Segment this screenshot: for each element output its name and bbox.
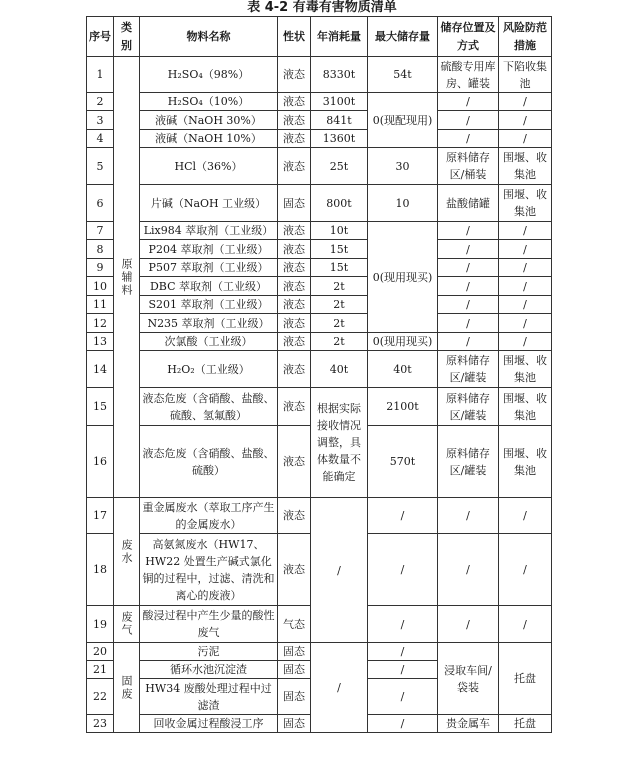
header-usage: 年消耗量	[311, 17, 368, 57]
cell-state: 固态	[278, 679, 311, 715]
cell-state: 液态	[278, 57, 311, 93]
header-no: 序号	[87, 17, 114, 57]
cell-name: Lix984 萃取剂（工业级）	[140, 222, 278, 240]
cell-state: 液态	[278, 222, 311, 240]
cell-state: 固态	[278, 643, 311, 661]
table-row	[87, 259, 552, 277]
table-row	[87, 148, 552, 185]
cell-state: 液态	[278, 259, 311, 277]
cell-state: 固态	[278, 661, 311, 679]
cell-no: 11	[87, 296, 114, 314]
table-row	[87, 296, 552, 314]
header-state: 性状	[278, 17, 311, 57]
cell-no: 22	[87, 679, 114, 715]
cell-risk: 托盘	[499, 715, 552, 733]
cell-state: 液态	[278, 534, 311, 606]
cell-usage: 40t	[311, 351, 368, 388]
cell-usage: 15t	[311, 259, 368, 277]
cell-no: 14	[87, 351, 114, 388]
cell-storage: 盐酸储罐	[438, 185, 499, 222]
cell-state: 液态	[278, 277, 311, 296]
cell-name: 液碱（NaOH 30%）	[140, 111, 278, 130]
cell-state: 液态	[278, 388, 311, 426]
cell-storage: /	[438, 534, 499, 606]
cell-no: 15	[87, 388, 114, 426]
cell-name: HCl（36%）	[140, 148, 278, 185]
header-max-storage: 最大储存量	[368, 17, 438, 57]
table-row	[87, 185, 552, 222]
cell-storage: 原料储存区/罐装	[438, 388, 499, 426]
cell-max: /	[368, 661, 438, 679]
cell-storage: /	[438, 259, 499, 277]
cell-state: 液态	[278, 93, 311, 111]
hazardous-substances-table	[86, 16, 552, 733]
cell-risk: /	[499, 498, 552, 534]
cell-no: 5	[87, 148, 114, 185]
cell-max: 10	[368, 185, 438, 222]
cell-max: 0(现用现买)	[368, 333, 438, 351]
cell-no: 13	[87, 333, 114, 351]
cell-name: 循环水池沉淀渣	[140, 661, 278, 679]
cell-risk: /	[499, 606, 552, 643]
cell-max: /	[368, 534, 438, 606]
cell-name: H₂SO₄（10%）	[140, 93, 278, 111]
cell-risk: /	[499, 111, 552, 130]
cell-no: 6	[87, 185, 114, 222]
cell-storage: 硫酸专用库房、罐装	[438, 57, 499, 93]
cell-max: /	[368, 679, 438, 715]
cell-storage: 贵金属车	[438, 715, 499, 733]
cell-no: 19	[87, 606, 114, 643]
cell-risk: /	[499, 240, 552, 259]
cell-storage: /	[438, 277, 499, 296]
cell-max: 0(现用现买)	[368, 222, 438, 333]
cell-risk: /	[499, 93, 552, 111]
cell-storage: /	[438, 222, 499, 240]
cell-risk: /	[499, 277, 552, 296]
cell-name: 片碱（NaOH 工业级）	[140, 185, 278, 222]
cell-risk: /	[499, 130, 552, 148]
cell-usage: 2t	[311, 277, 368, 296]
cell-state: 液态	[278, 111, 311, 130]
cell-name: 重金属废水（萃取工序产生的金属废水）	[140, 498, 278, 534]
cell-no: 8	[87, 240, 114, 259]
cell-state: 固态	[278, 185, 311, 222]
cell-name: 酸浸过程中产生少量的酸性废气	[140, 606, 278, 643]
cell-usage: 2t	[311, 333, 368, 351]
cell-usage: 2t	[311, 296, 368, 314]
cell-no: 17	[87, 498, 114, 534]
table-row	[87, 222, 552, 240]
cell-storage: /	[438, 314, 499, 333]
cell-name: S201 萃取剂（工业级）	[140, 296, 278, 314]
category-waste-gas: 废气	[114, 606, 140, 643]
cell-name: 污泥	[140, 643, 278, 661]
table-row	[87, 498, 552, 534]
header-storage: 储存位置及方式	[438, 17, 499, 57]
table-row	[87, 240, 552, 259]
cell-max: /	[368, 498, 438, 534]
cell-risk: /	[499, 314, 552, 333]
category-waste-water: 废水	[114, 498, 140, 606]
cell-storage: /	[438, 498, 499, 534]
cell-risk: /	[499, 333, 552, 351]
cell-name: 次氯酸（工业级）	[140, 333, 278, 351]
cell-max: /	[368, 643, 438, 661]
cell-no: 18	[87, 534, 114, 606]
cell-no: 7	[87, 222, 114, 240]
table-row	[87, 351, 552, 388]
cell-max: 2100t	[368, 388, 438, 426]
cell-risk: 围堰、收集池	[499, 148, 552, 185]
table-title: 表 4-2 有毒有害物质清单	[247, 0, 397, 15]
cell-storage: /	[438, 130, 499, 148]
cell-name: HW34 废酸处理过程中过滤渣	[140, 679, 278, 715]
cell-risk: 围堰、收集池	[499, 426, 552, 498]
cell-risk: /	[499, 222, 552, 240]
cell-usage: 841t	[311, 111, 368, 130]
cell-storage: /	[438, 333, 499, 351]
cell-usage: 10t	[311, 222, 368, 240]
cell-state: 固态	[278, 715, 311, 733]
cell-max: 30	[368, 148, 438, 185]
cell-no: 20	[87, 643, 114, 661]
cell-name: 高氨氮废水（HW17、HW22 处置生产碱式氯化铜的过程中，过滤、清洗和离心的废液）	[140, 534, 278, 606]
cell-usage: 800t	[311, 185, 368, 222]
cell-storage: 原料储存区/桶装	[438, 148, 499, 185]
cell-risk: 托盘	[499, 643, 552, 715]
cell-risk: /	[499, 534, 552, 606]
cell-state: 液态	[278, 296, 311, 314]
cell-state: 气态	[278, 606, 311, 643]
cell-name: 液态危废（含硝酸、盐酸、硫酸）	[140, 426, 278, 498]
category-raw: 原辅料	[114, 57, 140, 498]
cell-no: 12	[87, 314, 114, 333]
table-row	[87, 111, 552, 130]
cell-risk: /	[499, 259, 552, 277]
table-row	[87, 130, 552, 148]
cell-usage: 25t	[311, 148, 368, 185]
cell-max: 54t	[368, 57, 438, 93]
cell-no: 10	[87, 277, 114, 296]
header-category: 类别	[114, 17, 140, 57]
cell-max: 40t	[368, 351, 438, 388]
cell-max: 0(现配现用)	[368, 93, 438, 148]
cell-no: 2	[87, 93, 114, 111]
cell-risk: 围堰、收集池	[499, 185, 552, 222]
cell-storage: /	[438, 240, 499, 259]
cell-storage: /	[438, 93, 499, 111]
cell-usage: 1360t	[311, 130, 368, 148]
cell-state: 液态	[278, 148, 311, 185]
cell-state: 液态	[278, 426, 311, 498]
cell-usage: /	[311, 643, 368, 733]
cell-state: 液态	[278, 240, 311, 259]
table-row	[87, 57, 552, 93]
cell-name: 液态危废（含硝酸、盐酸、硫酸、氢氟酸）	[140, 388, 278, 426]
cell-no: 21	[87, 661, 114, 679]
cell-storage: /	[438, 606, 499, 643]
cell-state: 液态	[278, 130, 311, 148]
header-risk: 风险防范措施	[499, 17, 552, 57]
cell-no: 23	[87, 715, 114, 733]
table-row	[87, 314, 552, 333]
cell-no: 3	[87, 111, 114, 130]
cell-storage: 浸取车间/袋装	[438, 643, 499, 715]
table-row	[87, 333, 552, 351]
header-row	[87, 17, 552, 57]
cell-max: 570t	[368, 426, 438, 498]
cell-usage: 15t	[311, 240, 368, 259]
cell-usage: 根据实际接收情况调整，具体数量不能确定	[311, 388, 368, 498]
cell-usage: /	[311, 498, 368, 643]
cell-max: /	[368, 715, 438, 733]
cell-max: /	[368, 606, 438, 643]
cell-storage: /	[438, 296, 499, 314]
cell-name: H₂O₂（工业级）	[140, 351, 278, 388]
cell-name: P507 萃取剂（工业级）	[140, 259, 278, 277]
cell-state: 液态	[278, 333, 311, 351]
cell-storage: 原料储存区/罐装	[438, 426, 499, 498]
cell-no: 16	[87, 426, 114, 498]
header-name: 物料名称	[140, 17, 278, 57]
cell-name: 液碱（NaOH 10%）	[140, 130, 278, 148]
cell-risk: 围堰、收集池	[499, 351, 552, 388]
table-row	[87, 93, 552, 111]
cell-name: P204 萃取剂（工业级）	[140, 240, 278, 259]
cell-usage: 2t	[311, 314, 368, 333]
table-row	[87, 643, 552, 661]
cell-no: 9	[87, 259, 114, 277]
cell-no: 4	[87, 130, 114, 148]
cell-storage: 原料储存区/罐装	[438, 351, 499, 388]
cell-name: N235 萃取剂（工业级）	[140, 314, 278, 333]
cell-state: 液态	[278, 314, 311, 333]
table-row	[87, 388, 552, 426]
cell-usage: 8330t	[311, 57, 368, 93]
cell-state: 液态	[278, 498, 311, 534]
cell-risk: 下陷收集池	[499, 57, 552, 93]
cell-name: H₂SO₄（98%）	[140, 57, 278, 93]
cell-risk: /	[499, 296, 552, 314]
cell-storage: /	[438, 111, 499, 130]
cell-usage: 3100t	[311, 93, 368, 111]
cell-name: DBC 萃取剂（工业级）	[140, 277, 278, 296]
category-solid-waste: 固废	[114, 643, 140, 733]
cell-name: 回收金属过程酸浸工序	[140, 715, 278, 733]
table-row	[87, 277, 552, 296]
cell-risk: 围堰、收集池	[499, 388, 552, 426]
cell-state: 液态	[278, 351, 311, 388]
cell-no: 1	[87, 57, 114, 93]
